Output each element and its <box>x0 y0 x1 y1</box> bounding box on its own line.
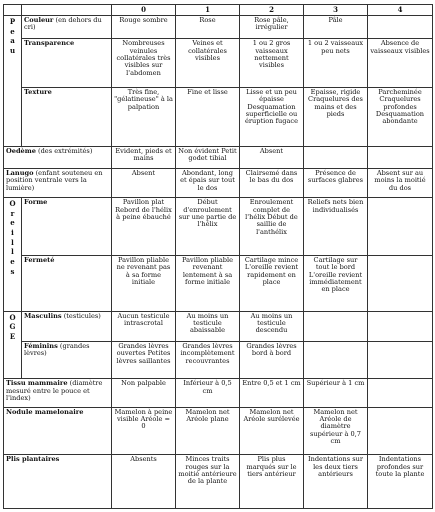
score-cell: Rose <box>176 15 240 38</box>
score-cell: Abondant, long et épais sur tout le dos <box>176 168 240 197</box>
criterion-label: Lanugo (enfant souteneu en position ventrale vers la lumière) <box>4 168 112 197</box>
score-cell: Evident, pieds et mains <box>112 146 176 168</box>
score-cell: Non évident Petit godet tibial <box>176 146 240 168</box>
score-cell: Présence de surfaces glabres <box>304 168 368 197</box>
section-label-oreilles: O r e i l l e s <box>4 198 22 311</box>
section-label-oge: O G E <box>4 311 22 379</box>
score-cell: Indentations sur les deux tiers antérieurs <box>304 455 368 509</box>
score-cell: Clairsemé dans le bas du dos <box>240 168 304 197</box>
score-cell: Cartilage mince L'oreille revient rapidement en place <box>240 255 304 311</box>
criterion-label: Tissu mammaire (diamètre mesuré entre le pouce et l'index) <box>4 379 112 407</box>
criterion-label: Forme <box>22 198 112 256</box>
row-nodule-mamelonaire <box>4 407 433 455</box>
score-cell: Grandes lèvres bord à bord <box>240 341 304 378</box>
row-forme <box>4 198 433 256</box>
row-tissu-mammaire <box>4 379 433 407</box>
score-cell: Absent <box>240 146 304 168</box>
criterion-label: Féminins (grandes lèvres) <box>22 341 112 378</box>
criterion-label: Plis plantaires <box>4 455 112 509</box>
score-cell: Minces traits rouges sur la moitié antérieure de la plante <box>176 455 240 509</box>
score-cell <box>304 146 368 168</box>
score-cell: Enroulement complet de l'hélix Début de saillie de l'anthélix <box>240 198 304 256</box>
score-cell: Rouge sombre <box>112 15 176 38</box>
row-masculins <box>4 311 433 341</box>
score-cell: Non palpable <box>112 379 176 407</box>
score-cell: Lisse et un peu épaisse Desquamation superficielle ou éruption fugace <box>240 87 304 146</box>
maturity-score-table <box>3 4 433 509</box>
header-score-2: 2 <box>240 5 304 16</box>
header-score-0: 0 <box>112 5 176 16</box>
score-cell: Mamelon net Aréole surélevée <box>240 407 304 455</box>
score-cell: Mamelon à peine visible Aréole = 0 <box>112 407 176 455</box>
row-transparence <box>4 39 433 88</box>
criterion-label: Nodule mamelonaire <box>4 407 112 455</box>
score-cell: Aucun testicule intrascrotal <box>112 311 176 341</box>
score-cell: Entre 0,5 et 1 cm <box>240 379 304 407</box>
score-cell: Absents <box>112 455 176 509</box>
score-cell: Grandes lèvres incomplètement recouvrantes <box>176 341 240 378</box>
header-row <box>4 5 433 16</box>
score-cell: Epaisse, rigide Craquelures des mains et des pieds <box>304 87 368 146</box>
score-cell: Pavillon pliable revenant lentement à sa forme initiale <box>176 255 240 311</box>
score-cell <box>368 198 433 256</box>
score-cell: Reliefs nets bien individualisés <box>304 198 368 256</box>
score-cell <box>368 146 433 168</box>
score-cell: Plis plus marqués sur le tiers antérieur <box>240 455 304 509</box>
score-cell: Veines et collatérales visibles <box>176 39 240 88</box>
criterion-label: Oedème (des extrémités) <box>4 146 112 168</box>
row-fermete <box>4 255 433 311</box>
row-texture <box>4 87 433 146</box>
score-cell: 1 ou 2 gros vaisseaux nettement visibles <box>240 39 304 88</box>
score-cell: Très fine, "gélatineuse" à la palpation <box>112 87 176 146</box>
score-cell: Fine et lisse <box>176 87 240 146</box>
score-cell: Début d'enroulement sur une partie de l'hélix <box>176 198 240 256</box>
score-cell: Grandes lèvres ouvertes Petites lèvres saillantes <box>112 341 176 378</box>
score-cell <box>304 311 368 341</box>
score-cell: Mamelon net Aréole de diamètre supérieur à 0,7 cm <box>304 407 368 455</box>
score-cell: Au moins un testicule descendu <box>240 311 304 341</box>
score-cell: Parcheminée Craquelures profondes Desquamation abondante <box>368 87 433 146</box>
score-cell: Nombreuses veinules collatérales très visibles sur l'abdomen <box>112 39 176 88</box>
score-cell <box>368 379 433 407</box>
score-cell <box>368 341 433 378</box>
score-cell: Mamelon net Aréole plane <box>176 407 240 455</box>
criterion-label: Fermeté <box>22 255 112 311</box>
row-plis-plantaires <box>4 455 433 509</box>
criterion-label: Transparence <box>22 39 112 88</box>
score-cell: Pâle <box>304 15 368 38</box>
row-lanugo <box>4 168 433 197</box>
score-cell: Absence de vaisseaux visibles <box>368 39 433 88</box>
row-oedeme <box>4 146 433 168</box>
score-cell: Pavillon pliable ne revenant pas à sa forme initiale <box>112 255 176 311</box>
score-cell: 1 ou 2 vaisseaux peu nets <box>304 39 368 88</box>
score-cell: Pavillon plat Rebord de l'hélix à peine ébauché <box>112 198 176 256</box>
header-cell-empty <box>4 5 22 16</box>
criterion-label: Couleur (en dehors du cri) <box>22 15 112 38</box>
row-couleur <box>4 15 433 38</box>
score-cell: Rose pâle, irrégulier <box>240 15 304 38</box>
score-cell <box>304 341 368 378</box>
row-feminins <box>4 341 433 378</box>
criterion-label: Masculins (testicules) <box>22 311 112 341</box>
score-cell: Au moins un testicule abaissable <box>176 311 240 341</box>
header-score-1: 1 <box>176 5 240 16</box>
score-cell: Inférieur à 0,5 cm <box>176 379 240 407</box>
section-label-peau: P e a u <box>4 15 22 146</box>
score-cell: Cartilage sur tout le bord L'oreille revient immédiatement en place <box>304 255 368 311</box>
score-cell: Supérieur à 1 cm <box>304 379 368 407</box>
criterion-label: Texture <box>22 87 112 146</box>
header-cell-criteria <box>22 5 112 16</box>
score-cell <box>368 311 433 341</box>
score-cell: Absent sur au moins la moitié du dos <box>368 168 433 197</box>
header-score-4: 4 <box>368 5 433 16</box>
score-cell <box>368 15 433 38</box>
score-cell: Indentations profondes sur toute la plante <box>368 455 433 509</box>
score-cell: Absent <box>112 168 176 197</box>
header-score-3: 3 <box>304 5 368 16</box>
score-cell <box>368 407 433 455</box>
score-cell <box>368 255 433 311</box>
